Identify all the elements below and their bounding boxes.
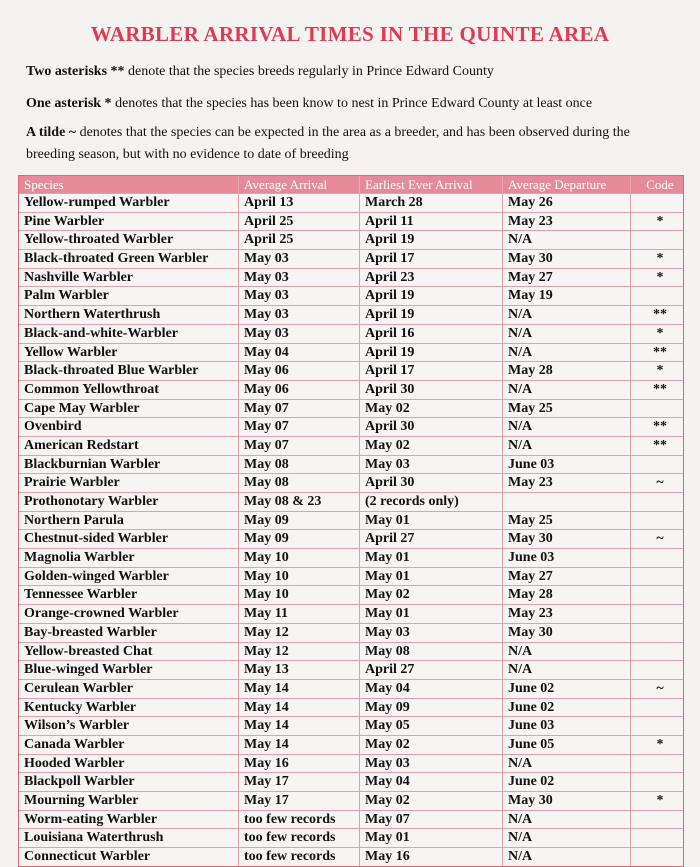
cell-species: American Redstart — [19, 437, 239, 455]
cell-average-arrival: May 03 — [239, 325, 360, 343]
legend-text: denotes that the species can be expected in the area as a breeder, and has been observed during the breeding season, but with no evidence to date of breeding — [26, 125, 630, 162]
cell-code — [631, 231, 683, 249]
cell-average-departure: May 30 — [503, 530, 631, 548]
cell-earliest-arrival: May 03 — [360, 624, 503, 642]
cell-average-departure: May 28 — [503, 362, 631, 380]
cell-earliest-arrival: April 30 — [360, 418, 503, 436]
cell-species: Prairie Warbler — [19, 474, 239, 492]
cell-code: ** — [653, 381, 667, 397]
table-row — [19, 828, 683, 847]
cell-species: Yellow-rumped Warbler — [19, 194, 239, 212]
header-average-arrival: Average Arrival — [239, 176, 360, 193]
cell-code: ** — [653, 307, 667, 323]
cell-code: ** — [653, 344, 667, 360]
table-row — [19, 492, 683, 511]
cell-average-departure: May 23 — [503, 213, 631, 231]
cell-average-arrival: May 16 — [239, 755, 360, 773]
table-row — [19, 529, 683, 548]
cell-earliest-arrival: May 03 — [360, 755, 503, 773]
table-row — [19, 230, 683, 249]
table-row — [19, 585, 683, 604]
cell-species: Kentucky Warbler — [19, 699, 239, 717]
cell-species: Black-throated Green Warbler — [19, 250, 239, 268]
cell-average-arrival: April 13 — [239, 194, 360, 212]
table-row — [19, 324, 683, 343]
cell-average-arrival: April 25 — [239, 213, 360, 231]
cell-average-arrival: May 07 — [239, 418, 360, 436]
cell-species: Golden-winged Warbler — [19, 568, 239, 586]
table-row — [19, 716, 683, 735]
header-average-departure: Average Departure — [503, 176, 631, 193]
cell-species: Prothonotary Warbler — [19, 493, 239, 511]
table-row — [19, 679, 683, 698]
cell-earliest-arrival: April 16 — [360, 325, 503, 343]
cell-code — [631, 568, 683, 586]
cell-code: * — [656, 736, 664, 752]
cell-average-arrival: May 03 — [239, 287, 360, 305]
cell-species: Nashville Warbler — [19, 269, 239, 287]
cell-earliest-arrival: (2 records only) — [360, 493, 503, 511]
cell-earliest-arrival: April 11 — [360, 213, 503, 231]
cell-code: * — [656, 793, 664, 808]
cell-species: Blackburnian Warbler — [19, 456, 239, 474]
cell-earliest-arrival: April 19 — [360, 287, 503, 305]
cell-species: Chestnut-sided Warbler — [19, 530, 239, 548]
cell-earliest-arrival: May 02 — [360, 792, 503, 810]
cell-average-arrival: May 17 — [239, 792, 360, 810]
cell-earliest-arrival: April 30 — [360, 381, 503, 399]
cell-average-departure: May 30 — [503, 624, 631, 642]
cell-species: Blackpoll Warbler — [19, 773, 239, 791]
cell-average-arrival: May 09 — [239, 530, 360, 548]
cell-code: ** — [653, 437, 667, 453]
cell-code — [631, 661, 683, 679]
cell-average-departure: June 03 — [503, 549, 631, 567]
cell-earliest-arrival: May 04 — [360, 680, 503, 698]
cell-earliest-arrival: May 01 — [360, 568, 503, 586]
cell-species: Yellow-breasted Chat — [19, 643, 239, 661]
cell-species: Tennessee Warbler — [19, 586, 239, 604]
cell-average-departure: N/A — [503, 231, 631, 249]
cell-code — [631, 194, 683, 212]
cell-code: * — [656, 363, 664, 379]
legend-key: A tilde ~ — [26, 125, 77, 140]
cell-earliest-arrival: April 19 — [360, 231, 503, 249]
cell-code: ** — [653, 419, 667, 435]
cell-average-departure: June 03 — [503, 717, 631, 735]
table-header — [19, 176, 683, 193]
cell-average-arrival: May 08 — [239, 456, 360, 474]
cell-earliest-arrival: May 01 — [360, 549, 503, 567]
cell-species: Palm Warbler — [19, 287, 239, 305]
cell-average-arrival: May 08 — [239, 474, 360, 492]
table-row — [19, 436, 683, 455]
table-row — [19, 698, 683, 717]
cell-code — [631, 605, 683, 623]
cell-average-arrival: May 14 — [239, 699, 360, 717]
cell-code — [631, 755, 683, 773]
cell-earliest-arrival: April 17 — [360, 250, 503, 268]
cell-earliest-arrival: May 03 — [360, 456, 503, 474]
cell-earliest-arrival: April 19 — [360, 344, 503, 362]
cell-average-departure: N/A — [503, 325, 631, 343]
legend-text: denote that the species breeds regularly in Prince Edward County — [124, 64, 494, 79]
cell-species: Bay-breasted Warbler — [19, 624, 239, 642]
cell-species: Northern Parula — [19, 512, 239, 530]
cell-average-departure: May 30 — [503, 792, 631, 810]
cell-average-arrival: May 10 — [239, 586, 360, 604]
cell-code — [631, 829, 683, 847]
cell-earliest-arrival: May 01 — [360, 829, 503, 847]
cell-average-arrival: May 06 — [239, 362, 360, 380]
cell-average-departure: N/A — [503, 418, 631, 436]
table-row — [19, 791, 683, 810]
cell-average-arrival: May 14 — [239, 717, 360, 735]
cell-average-departure: June 02 — [503, 699, 631, 717]
cell-average-arrival: May 14 — [239, 680, 360, 698]
cell-code: * — [656, 213, 664, 229]
cell-average-arrival: May 06 — [239, 381, 360, 399]
table-row — [19, 772, 683, 791]
cell-species: Louisiana Waterthrush — [19, 829, 239, 847]
cell-average-departure: June 05 — [503, 736, 631, 754]
cell-earliest-arrival: April 27 — [360, 530, 503, 548]
cell-average-arrival: May 07 — [239, 400, 360, 418]
cell-average-arrival: May 10 — [239, 549, 360, 567]
cell-average-departure: N/A — [503, 755, 631, 773]
cell-average-departure: June 02 — [503, 680, 631, 698]
cell-average-departure: N/A — [503, 811, 631, 829]
table-row — [19, 249, 683, 268]
cell-earliest-arrival: May 02 — [360, 736, 503, 754]
table-row — [19, 623, 683, 642]
cell-earliest-arrival: May 08 — [360, 643, 503, 661]
cell-average-departure: N/A — [503, 381, 631, 399]
cell-code — [631, 586, 683, 604]
cell-average-arrival: May 17 — [239, 773, 360, 791]
table-row — [19, 660, 683, 679]
cell-species: Magnolia Warbler — [19, 549, 239, 567]
cell-average-arrival: May 10 — [239, 568, 360, 586]
cell-species: Cerulean Warbler — [19, 680, 239, 698]
cell-code — [631, 493, 683, 511]
cell-average-departure: June 02 — [503, 773, 631, 791]
legend-two-asterisks — [26, 61, 676, 83]
table-row — [19, 380, 683, 399]
table-row — [19, 455, 683, 474]
cell-average-arrival: May 14 — [239, 736, 360, 754]
cell-average-arrival: May 08 & 23 — [239, 493, 360, 511]
table-body — [19, 193, 683, 866]
cell-species: Connecticut Warbler — [19, 848, 239, 866]
cell-species: Black-throated Blue Warbler — [19, 362, 239, 380]
cell-species: Canada Warbler — [19, 736, 239, 754]
header-species: Species — [19, 176, 239, 193]
cell-species: Wilson’s Warbler — [19, 717, 239, 735]
table-row — [19, 847, 683, 866]
cell-code — [631, 643, 683, 661]
table-row — [19, 567, 683, 586]
cell-average-arrival: May 09 — [239, 512, 360, 530]
table-row — [19, 473, 683, 492]
cell-average-departure: May 25 — [503, 512, 631, 530]
cell-code — [631, 512, 683, 530]
cell-average-departure: N/A — [503, 437, 631, 455]
cell-average-departure: May 23 — [503, 474, 631, 492]
cell-average-departure: June 03 — [503, 456, 631, 474]
cell-earliest-arrival: May 05 — [360, 717, 503, 735]
cell-species: Black-and-white-Warbler — [19, 325, 239, 343]
cell-average-departure — [503, 493, 631, 511]
cell-average-arrival: May 13 — [239, 661, 360, 679]
table-row — [19, 286, 683, 305]
cell-species: Ovenbird — [19, 418, 239, 436]
cell-code — [631, 848, 683, 866]
table-row — [19, 548, 683, 567]
table-row — [19, 417, 683, 436]
cell-code: * — [656, 251, 664, 267]
cell-earliest-arrival: May 02 — [360, 400, 503, 418]
table-row — [19, 735, 683, 754]
cell-average-departure: N/A — [503, 344, 631, 362]
legend-key: One asterisk * — [26, 96, 112, 111]
cell-code: * — [656, 269, 664, 285]
table-row — [19, 604, 683, 623]
cell-code — [631, 400, 683, 418]
cell-code — [631, 549, 683, 567]
cell-species: Orange-crowned Warbler — [19, 605, 239, 623]
cell-average-departure: May 25 — [503, 400, 631, 418]
cell-average-departure: N/A — [503, 661, 631, 679]
table-row — [19, 511, 683, 530]
cell-average-arrival: May 11 — [239, 605, 360, 623]
cell-average-arrival: too few records — [239, 811, 360, 829]
page-title: WARBLER ARRIVAL TIMES IN THE QUINTE AREA — [90, 22, 610, 46]
cell-code: * — [656, 325, 664, 341]
cell-earliest-arrival: April 30 — [360, 474, 503, 492]
cell-earliest-arrival: May 02 — [360, 586, 503, 604]
cell-average-arrival: May 03 — [239, 250, 360, 268]
header-earliest-arrival: Earliest Ever Arrival — [360, 176, 503, 193]
cell-average-departure: N/A — [503, 848, 631, 866]
legend-key: Two asterisks ** — [26, 64, 125, 79]
cell-earliest-arrival: May 07 — [360, 811, 503, 829]
legend-one-asterisk — [26, 93, 676, 115]
table-row — [19, 361, 683, 380]
legend-text: denotes that the species has been know to nest in Prince Edward County at least once — [111, 96, 593, 111]
cell-species: Yellow Warbler — [19, 344, 239, 362]
cell-code — [631, 717, 683, 735]
cell-code — [631, 287, 683, 305]
cell-average-arrival: too few records — [239, 829, 360, 847]
cell-average-arrival: May 12 — [239, 624, 360, 642]
cell-average-departure: May 30 — [503, 250, 631, 268]
cell-average-arrival: May 03 — [239, 269, 360, 287]
cell-average-departure: May 23 — [503, 605, 631, 623]
table-row — [19, 642, 683, 661]
cell-average-departure: May 19 — [503, 287, 631, 305]
cell-average-arrival: too few records — [239, 848, 360, 866]
cell-average-departure: N/A — [503, 306, 631, 324]
table-row — [19, 305, 683, 324]
cell-earliest-arrival: May 01 — [360, 605, 503, 623]
cell-species: Mourning Warbler — [19, 792, 239, 810]
cell-average-departure: May 27 — [503, 568, 631, 586]
cell-average-arrival: April 25 — [239, 231, 360, 249]
table-row — [19, 193, 683, 212]
cell-earliest-arrival: May 02 — [360, 437, 503, 455]
table-row — [19, 810, 683, 829]
cell-average-departure: N/A — [503, 829, 631, 847]
cell-average-arrival: May 12 — [239, 643, 360, 661]
cell-average-arrival: May 07 — [239, 437, 360, 455]
cell-species: Blue-winged Warbler — [19, 661, 239, 679]
cell-code — [631, 699, 683, 717]
cell-species: Worm-eating Warbler — [19, 811, 239, 829]
table-row — [19, 399, 683, 418]
header-code: Code — [646, 177, 674, 192]
cell-code — [631, 624, 683, 642]
cell-earliest-arrival: May 04 — [360, 773, 503, 791]
cell-species: Cape May Warbler — [19, 400, 239, 418]
cell-earliest-arrival: April 27 — [360, 661, 503, 679]
cell-code: ~ — [656, 680, 664, 696]
table-row — [19, 212, 683, 231]
cell-species: Pine Warbler — [19, 213, 239, 231]
cell-species: Hooded Warbler — [19, 755, 239, 773]
cell-earliest-arrival: May 16 — [360, 848, 503, 866]
cell-average-arrival: May 04 — [239, 344, 360, 362]
cell-species: Yellow-throated Warbler — [19, 231, 239, 249]
cell-earliest-arrival: April 23 — [360, 269, 503, 287]
cell-average-departure: May 26 — [503, 194, 631, 212]
cell-average-arrival: May 03 — [239, 306, 360, 324]
cell-earliest-arrival: March 28 — [360, 194, 503, 212]
legend-tilde — [26, 122, 676, 166]
cell-earliest-arrival: April 19 — [360, 306, 503, 324]
table-row — [19, 343, 683, 362]
cell-species: Common Yellowthroat — [19, 381, 239, 399]
cell-code — [631, 811, 683, 829]
cell-code: ~ — [656, 531, 664, 547]
cell-species: Northern Waterthrush — [19, 306, 239, 324]
cell-average-departure: May 27 — [503, 269, 631, 287]
cell-earliest-arrival: May 09 — [360, 699, 503, 717]
cell-average-departure: N/A — [503, 643, 631, 661]
cell-code: ~ — [656, 475, 664, 491]
cell-earliest-arrival: April 17 — [360, 362, 503, 380]
warbler-table — [18, 175, 684, 867]
cell-code — [631, 456, 683, 474]
cell-earliest-arrival: May 01 — [360, 512, 503, 530]
table-row — [19, 754, 683, 773]
cell-code — [631, 773, 683, 791]
table-row — [19, 268, 683, 287]
cell-average-departure: May 28 — [503, 586, 631, 604]
